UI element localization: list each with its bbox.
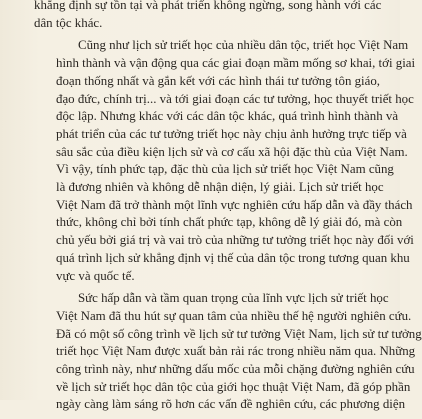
text-line: khẳng định sự tồn tại và phát triển không ngừng, song hành với các (34, 0, 382, 12)
text-line: phát triển của các tư tưởng triết học này chịu ảnh hưởng trực tiếp và (56, 126, 407, 141)
page-body-text (34, 0, 422, 419)
text-line: Vì vậy, tính phức tạp, đặc thù của lịch sử triết học Việt Nam cũng (56, 162, 394, 177)
text-line: chủ yếu bởi giá trị và vai trò của những tư tưởng triết học này đối với (56, 233, 414, 248)
text-line: Sức hấp dẫn và tầm quan trọng của lĩnh vực lịch sử triết học (78, 291, 389, 306)
text-line: triết học Việt Nam được xuất bản rải rác trong nhiều năm qua. Những (56, 344, 416, 359)
text-line: đoạn thống nhất và gắn kết với các hình thái tư tưởng tôn giáo, (56, 73, 381, 88)
text-line: là đương nhiên và không dễ nhận diện, lý giải. Lịch sử triết học (56, 180, 384, 195)
text-line: sâu sắc của điều kiện lịch sử và cơ cấu xã hội đặc thù của Việt Nam. (56, 144, 408, 159)
paragraph-2 (34, 37, 416, 285)
text-line: Việt Nam đã thu hút sự quan tâm của nhiều thế hệ người nghiên cứu. (56, 308, 412, 323)
paragraph-1 (34, 0, 382, 32)
text-line: đạo đức, chính trị... và tới giai đoạn các tư tưởng, học thuyết triết học (56, 91, 414, 106)
text-line: dân tộc khác. (34, 15, 103, 30)
text-line: thức, không chỉ bởi tính chất phức tạp, không dễ lý giải đó, mà còn (56, 215, 403, 230)
text-line: độc lập. Nhưng khác với các dân tộc khác, quá trình hình thành và (56, 109, 399, 124)
text-line: vực và quốc tế. (56, 268, 135, 283)
paragraph-3 (34, 290, 422, 414)
text-line: công trình này, như những dấu mốc của mỗi chặng đường nghiên cứu (56, 362, 415, 377)
text-line: ngày càng làm sáng rõ hơn các vấn đề nghiên cứu, các phương diện (56, 397, 406, 412)
text-line: Đã có một số công trình về lịch sử tư tưởng Việt Nam, lịch sử tư tưởng (56, 326, 422, 341)
text-line: quá trình lịch sử khẳng định vị thế của dân tộc trong tương quan khu (56, 250, 410, 265)
text-line: Việt Nam đã trở thành một lĩnh vực nghiên cứu hấp dẫn và đầy thách (56, 197, 413, 212)
text-line: hình thành và vận động qua các giai đoạn mầm mống sơ khai, tới giai (56, 56, 416, 71)
text-line: Cũng như lịch sử triết học của nhiều dân tộc, triết học Việt Nam (78, 38, 409, 53)
text-line: về lịch sử triết học dân tộc của giới học thuật Việt Nam, đã góp phần (56, 379, 411, 394)
